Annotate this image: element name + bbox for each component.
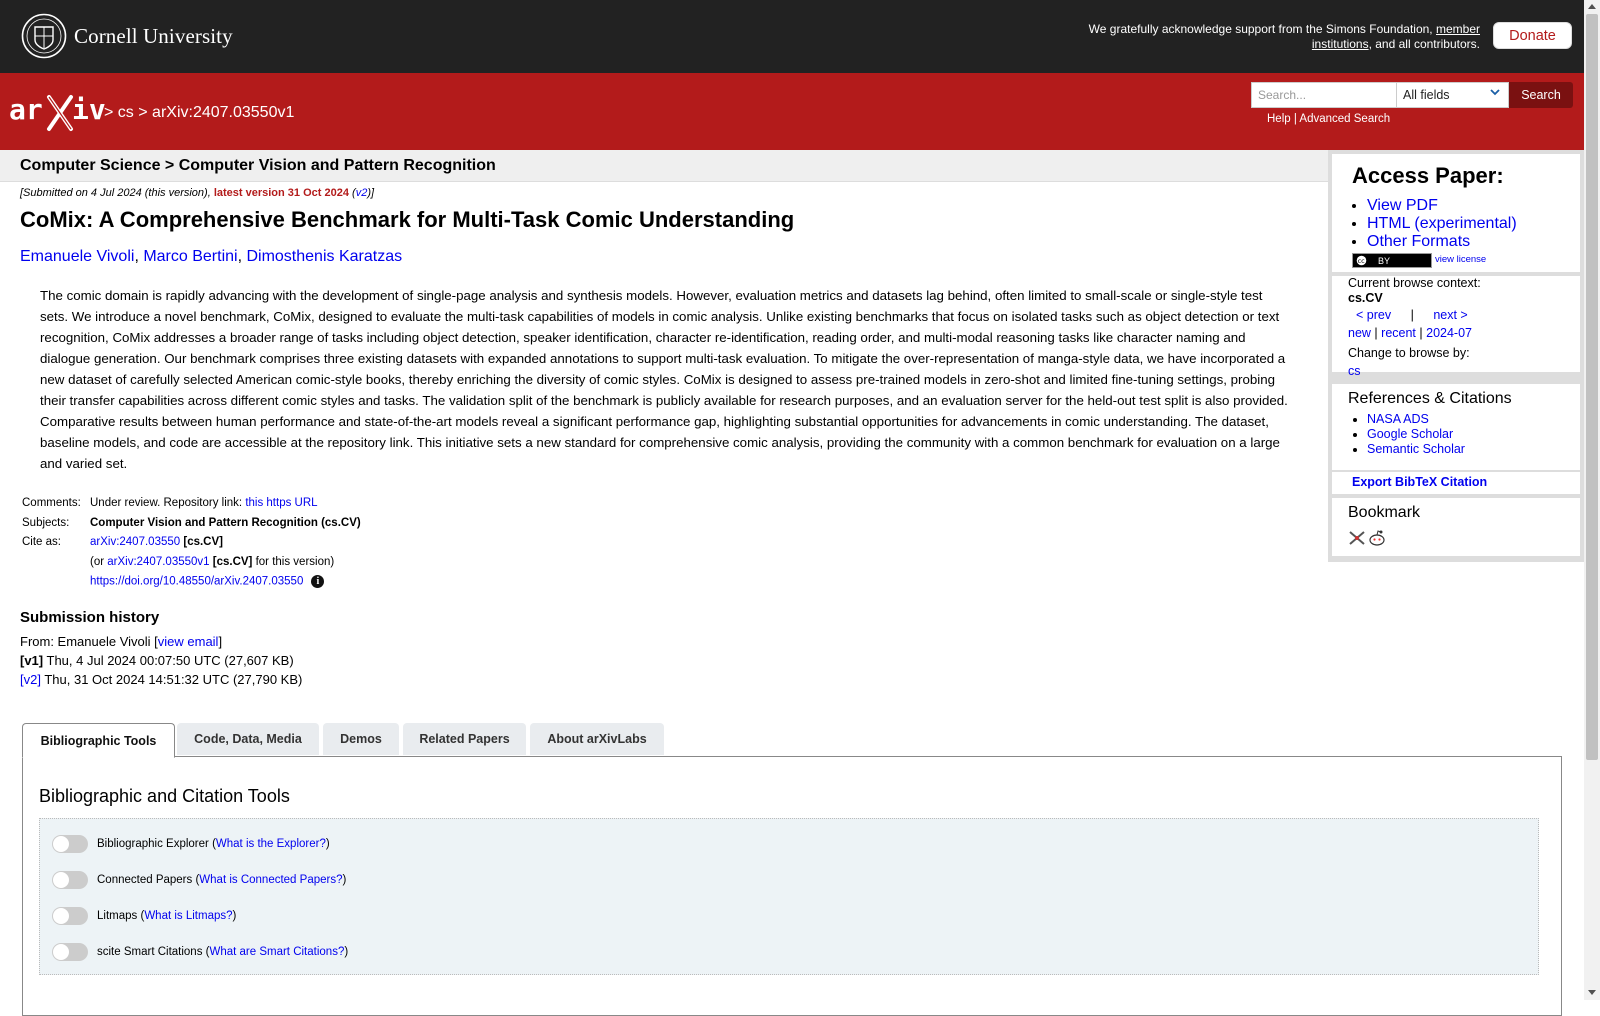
paper-title: CoMix: A Comprehensive Benchmark for Multi-Task Comic Understanding: [20, 207, 795, 232]
history-v1-label: [v1]: [20, 653, 44, 668]
list-item: [1367, 442, 1465, 457]
references-links: [1348, 412, 1465, 457]
nav-separator: |: [1419, 326, 1423, 340]
references-title: References & Citations: [1348, 390, 1512, 407]
toggle-knob: [53, 944, 69, 960]
tab-related-papers[interactable]: Related Papers: [403, 723, 526, 755]
doi-link[interactable]: https://doi.org/10.48550/arXiv.2407.03550: [90, 575, 304, 588]
search-field-select[interactable]: [1397, 82, 1509, 108]
author-separator: ,: [237, 248, 247, 265]
bookmark-box: [1332, 498, 1580, 556]
breadcrumb-separator: >: [138, 104, 148, 121]
new-link[interactable]: new: [1348, 326, 1371, 340]
svg-text:iv: iv: [72, 93, 106, 126]
tool-help-link[interactable]: What are Smart Citations?: [209, 946, 345, 958]
tool-help-link[interactable]: What is Litmaps?: [144, 910, 233, 922]
comments-value: [88, 497, 363, 517]
member-institutions-link[interactable]: member institutions: [1311, 22, 1480, 51]
breadcrumb-separator: >: [104, 104, 114, 121]
history-from-text: ]: [218, 634, 223, 649]
tool-name: Bibliographic Explorer: [97, 838, 209, 850]
toggle-switch[interactable]: [52, 907, 88, 925]
doi-row: [20, 575, 363, 595]
author-list: [20, 248, 402, 266]
tab-panel: [22, 756, 1562, 1016]
toggle-knob: [53, 836, 69, 852]
breadcrumb: [104, 104, 294, 122]
cite-row: [20, 536, 363, 556]
author-link[interactable]: Marco Bertini: [143, 248, 238, 265]
help-links: [1267, 113, 1390, 125]
latest-version-note: latest version 31 Oct 2024: [213, 187, 349, 199]
view-pdf-link[interactable]: View PDF: [1367, 197, 1438, 214]
tool-scite: scite Smart Citations ( What are Smart Citations? ): [52, 943, 348, 961]
history-v2-link[interactable]: [v2]: [20, 672, 41, 687]
cornell-seal-icon: [21, 13, 67, 59]
tool-help-link[interactable]: What is Connected Papers?: [199, 874, 343, 886]
tab-bibliographic-tools[interactable]: Bibliographic Tools: [22, 723, 175, 758]
submission-note-text: [Submitted on 4 Jul 2024 (this version),: [20, 187, 214, 199]
browse-cs-link[interactable]: cs: [1348, 364, 1361, 378]
history-from-text: From: Emanuele Vivoli [: [20, 634, 158, 649]
list-item: [1367, 233, 1517, 251]
tool-litmaps: Litmaps ( What is Litmaps? ): [52, 907, 236, 925]
history-v2-text: Thu, 31 Oct 2024 14:51:32 UTC (27,790 KB): [40, 672, 303, 687]
cite-version-label: [20, 556, 88, 576]
nasa-ads-link[interactable]: NASA ADS: [1367, 412, 1429, 426]
tool-connected-papers: Connected Papers ( What is Connected Papers? ): [52, 871, 346, 889]
tab-demos[interactable]: Demos: [323, 723, 399, 755]
subjects-label: Subjects:: [22, 516, 70, 529]
sidebar: [1328, 150, 1584, 562]
abstract: The comic domain is rapidly advancing with the development of single-page analysis and synthesis models. However, evaluation metrics and datasets lag behind, often limited to small-scale or single-style test sets. We introduce a novel benchmark, CoMix, designed to evaluate the multi-task capabilities of models in comic analysis. Unlike existing benchmarks that focus on isolated tasks such as object detection or text recognition, CoMix addresses a broader range of tasks including object detection, speaker identification, character re-identification, reading order, and multi-modal reasoning tasks like character naming and dialogue generation. Our benchmark comprises three existing datasets with expanded annotations to support multi-task evaluation. To mitigate the over-representation of manga-style data, we have incorporated a new dataset of carefully selected American comic-style books, thereby enriching the diversity of comic styles. CoMix is designed to assess pre-trained models in zero-shot and limited fine-tuning settings, probing their transfer capabilities across different comic styles and tasks. The validation split of the benchmark is publicly available for research purposes, and an evaluation server for the held-out test split is also provided. Comparative results between human performance and state-of-the-art models reveal a significant performance gap, highlighting substantial opportunities for advancements in comic understanding. The dataset, baseline models, and code are accessible at the repository link. This initiative sets a new standard for comprehensive comic analysis, providing the community with a common benchmark for evaluation on a large and varied set.: [40, 288, 1288, 471]
support-text-part: , and all contributors.: [1368, 36, 1480, 51]
toggle-knob: [53, 908, 69, 924]
cc-icon: [1356, 255, 1378, 266]
scrollbar-thumb[interactable]: [1586, 14, 1598, 760]
references-box: [1332, 384, 1580, 470]
search-input[interactable]: [1251, 82, 1397, 108]
browse-context-label: Current browse context:: [1348, 276, 1481, 290]
change-browse-label: Change to browse by:: [1348, 346, 1470, 360]
list-item: [1367, 197, 1517, 215]
access-paper-box: [1332, 154, 1580, 272]
browse-list-links: [1348, 326, 1472, 340]
month-link[interactable]: 2024-07: [1426, 326, 1472, 340]
help-separator: |: [1293, 113, 1297, 125]
history-v2: [20, 672, 302, 687]
toggle-switch[interactable]: [52, 943, 88, 961]
page-scrollbar[interactable]: [1584, 0, 1600, 1000]
breadcrumb-cs-link[interactable]: cs: [117, 104, 134, 121]
other-formats-link[interactable]: Other Formats: [1367, 233, 1471, 250]
cite-version-text: for this version): [252, 555, 335, 568]
semantic-scholar-link[interactable]: Semantic Scholar: [1367, 442, 1465, 456]
browse-cs: [1348, 364, 1361, 378]
history-v1-text: Thu, 4 Jul 2024 00:07:50 UTC (27,607 KB): [43, 653, 294, 668]
doi-label: [20, 575, 88, 595]
comments-row: [20, 497, 363, 517]
submission-note: [20, 187, 374, 199]
toggle-knob: [53, 872, 69, 888]
info-icon[interactable]: i: [311, 575, 324, 588]
submission-note-text: (: [348, 187, 356, 199]
arxiv-header: [0, 73, 1584, 150]
subject-header: Computer Science > Computer Vision and Pattern Recognition: [20, 157, 496, 174]
comments-text: Under review. Repository link:: [90, 497, 246, 509]
prev-link[interactable]: < prev: [1356, 308, 1392, 322]
export-box: [1332, 472, 1580, 494]
cornell-wordmark: Cornell University: [74, 23, 233, 48]
google-scholar-link[interactable]: Google Scholar: [1367, 427, 1454, 441]
svg-text:ar: ar: [9, 93, 43, 126]
cite-version-row: [20, 556, 363, 576]
cite-version-text: (or: [90, 555, 108, 568]
nav-separator: |: [1410, 308, 1414, 322]
list-item: [1367, 215, 1517, 233]
view-email-link[interactable]: view email: [157, 634, 219, 649]
scroll-down-icon[interactable]: [1588, 990, 1596, 995]
browse-context-box: [1332, 276, 1580, 378]
v2-link[interactable]: v2: [355, 187, 368, 199]
submission-note-text: )]: [367, 187, 375, 199]
browse-context-value: cs.CV: [1348, 291, 1383, 305]
tools-box: [39, 818, 1539, 975]
search-field-value: All fields: [1403, 88, 1450, 102]
tool-name: Connected Papers: [97, 874, 193, 886]
next-link[interactable]: next >: [1433, 308, 1468, 322]
access-paper-title: Access Paper:: [1352, 163, 1504, 188]
subjects-value: Computer Vision and Pattern Recognition (cs.CV): [90, 516, 361, 529]
tool-help-link[interactable]: What is the Explorer?: [215, 838, 326, 850]
comments-label: Comments:: [22, 497, 81, 509]
reddit-icon[interactable]: [1368, 529, 1386, 547]
submission-history-title: Submission history: [20, 609, 160, 626]
bibsonomy-icon[interactable]: [1348, 530, 1366, 546]
cite-category: [cs.CV]: [183, 536, 223, 548]
view-license-link[interactable]: view license: [1435, 254, 1487, 265]
cite-version-value: [88, 556, 363, 576]
history-from: [20, 634, 222, 649]
repository-link[interactable]: this https URL: [245, 497, 318, 509]
browse-nav: [1356, 308, 1468, 322]
toggle-switch[interactable]: [52, 871, 88, 889]
scroll-up-icon[interactable]: [1588, 4, 1596, 9]
toggle-switch[interactable]: [52, 835, 88, 853]
top-bar: [0, 0, 1584, 73]
tool-name: Litmaps: [97, 910, 138, 922]
nav-separator: |: [1374, 326, 1378, 340]
advanced-search-link[interactable]: Advanced Search: [1299, 113, 1391, 125]
cite-version-category: [cs.CV]: [212, 555, 253, 568]
tab-code-data-media[interactable]: Code, Data, Media: [177, 723, 319, 755]
tool-bibliographic-explorer: Bibliographic Explorer ( What is the Explorer? ): [52, 835, 330, 853]
author-link[interactable]: Emanuele Vivoli: [20, 248, 135, 265]
donate-button[interactable]: Donate: [1493, 22, 1572, 49]
cornell-logo[interactable]: [21, 13, 233, 59]
tools-title: Bibliographic and Citation Tools: [39, 786, 290, 806]
doi-value: [88, 575, 363, 595]
list-item: [1367, 427, 1465, 442]
subject-header-bar: [0, 150, 1328, 182]
history-v1: [20, 653, 294, 668]
author-link[interactable]: Dimosthenis Karatzas: [246, 248, 403, 265]
svg-text:cc: cc: [1357, 257, 1365, 266]
tool-name: scite Smart Citations: [97, 946, 203, 958]
support-text-part: We gratefully acknowledge support from the Simons Foundation,: [1088, 22, 1433, 36]
cite-label: Cite as:: [22, 536, 61, 548]
subjects-row: [20, 517, 363, 537]
bookmark-title: Bookmark: [1348, 504, 1421, 521]
access-links: [1352, 197, 1517, 251]
cc-badge-text: BY: [1378, 255, 1391, 266]
metadata-table: [20, 497, 363, 595]
html-experimental-link[interactable]: HTML (experimental): [1367, 215, 1517, 232]
recent-link[interactable]: recent: [1381, 326, 1416, 340]
cite-value: [88, 536, 363, 556]
arxiv-logo[interactable]: [9, 91, 106, 133]
cite-version-link[interactable]: arXiv:2407.03550v1: [107, 555, 210, 568]
chevron-down-icon: [1490, 87, 1500, 97]
breadcrumb-paper-id: arXiv:2407.03550v1: [152, 104, 295, 121]
cc-license-badge[interactable]: [1352, 253, 1432, 268]
list-item: [1367, 412, 1465, 427]
tab-about-arxivlabs[interactable]: About arXivLabs: [530, 723, 664, 755]
support-text: [1040, 22, 1480, 51]
export-bibtex-link[interactable]: Export BibTeX Citation: [1352, 475, 1488, 489]
cite-id-link[interactable]: arXiv:2407.03550: [90, 536, 181, 548]
author-separator: ,: [134, 248, 144, 265]
help-link[interactable]: Help: [1267, 113, 1291, 125]
search-button[interactable]: Search: [1509, 82, 1573, 108]
